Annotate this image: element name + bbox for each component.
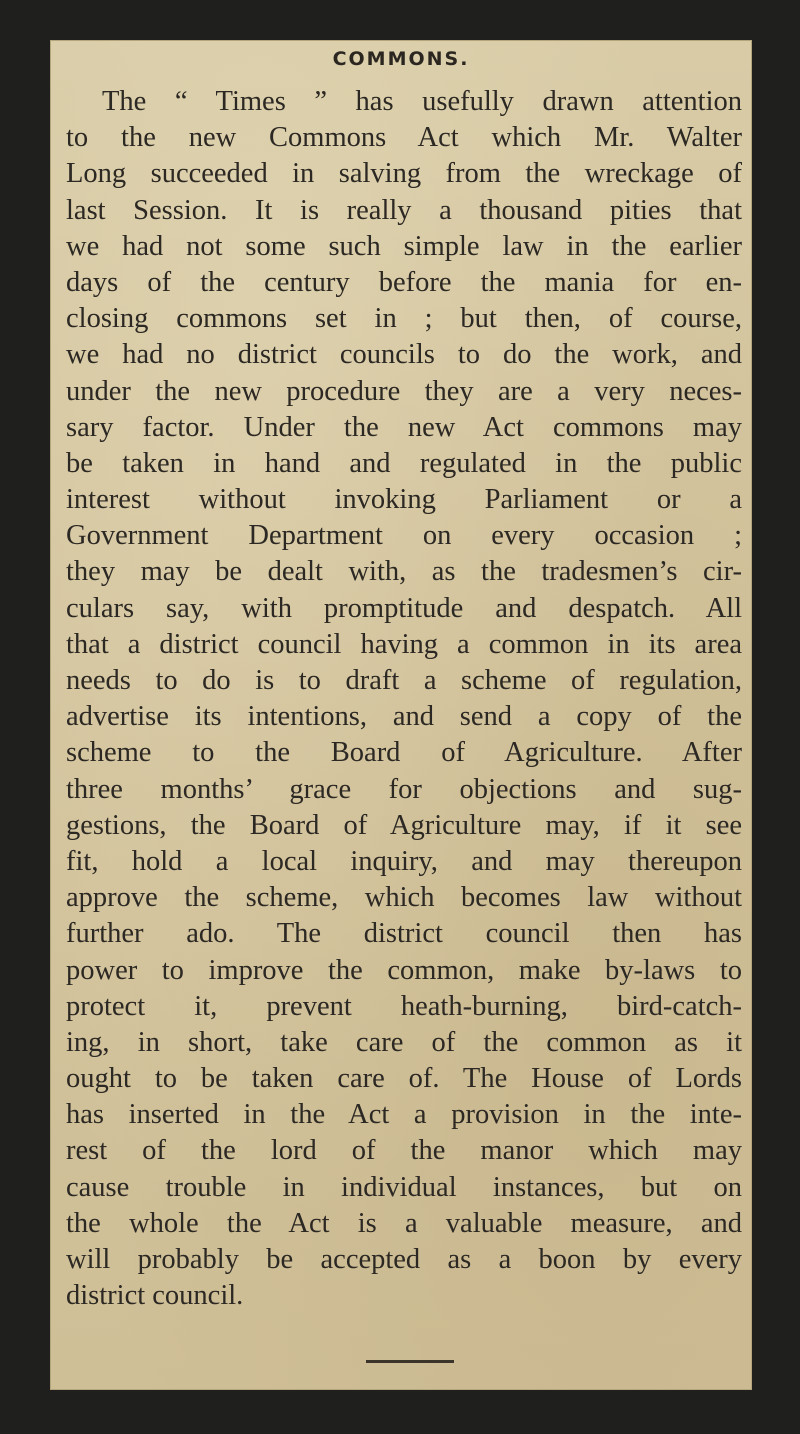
article-line: further ado. The district council then has (66, 918, 742, 950)
article-line: we had no district councils to do the work, and (66, 339, 742, 371)
article-line: the whole the Act is a valuable measure, and (66, 1207, 742, 1239)
article-line: sary factor. Under the new Act commons may (66, 411, 742, 443)
article-line: power to improve the common, make by-laws to (66, 954, 742, 986)
article-line: three months’ grace for objections and sug- (66, 773, 742, 805)
article-line: they may be dealt with, as the tradesmen’s cir- (66, 556, 742, 588)
article-line: ing, in short, take care of the common as it (66, 1026, 742, 1058)
article-line: approve the scheme, which becomes law without (66, 882, 742, 914)
article-line: gestions, the Board of Agriculture may, if it see (66, 809, 742, 841)
article-line: under the new procedure they are a very neces- (66, 375, 742, 407)
article-line: Long succeeded in salving from the wreckage of (66, 158, 742, 190)
article-line: district council. (66, 1280, 244, 1312)
closing-rule (366, 1360, 454, 1363)
article-line: Government Department on every occasion ; (66, 520, 742, 552)
article-heading: COMMONS. (332, 48, 470, 70)
article-line: fit, hold a local inquiry, and may thereupon (66, 845, 742, 877)
article-line: scheme to the Board of Agriculture. After (66, 737, 742, 769)
newspaper-clipping (50, 40, 752, 1390)
article-line: advertise its intentions, and send a copy of the (66, 701, 742, 733)
article-line: interest without invoking Parliament or a (66, 484, 742, 516)
article-line: closing commons set in ; but then, of course, (66, 303, 742, 335)
article-line: has inserted in the Act a provision in the inte- (66, 1099, 742, 1131)
article-line: we had not some such simple law in the earlier (66, 230, 742, 262)
article-line: days of the century before the mania for en- (66, 266, 742, 298)
article-line: ought to be taken care of. The House of Lords (66, 1063, 742, 1095)
article-line: culars say, with promptitude and despatch. All (66, 592, 742, 624)
article-body (66, 84, 742, 1314)
article-line: last Session. It is really a thousand pities that (66, 194, 742, 226)
article-line: protect it, prevent heath-burning, bird-catch- (66, 990, 742, 1022)
article-line: The “ Times ” has usefully drawn attention (102, 86, 742, 117)
article-line: will probably be accepted as a boon by every (66, 1244, 742, 1275)
article-line: be taken in hand and regulated in the public (66, 447, 742, 479)
article-line: rest of the lord of the manor which may (66, 1135, 742, 1167)
article-line: to the new Commons Act which Mr. Walter (66, 122, 742, 154)
article-line: needs to do is to draft a scheme of regulation, (66, 665, 742, 696)
article-line: that a district council having a common in its area (66, 628, 742, 660)
article-line: cause trouble in individual instances, but on (66, 1171, 742, 1203)
